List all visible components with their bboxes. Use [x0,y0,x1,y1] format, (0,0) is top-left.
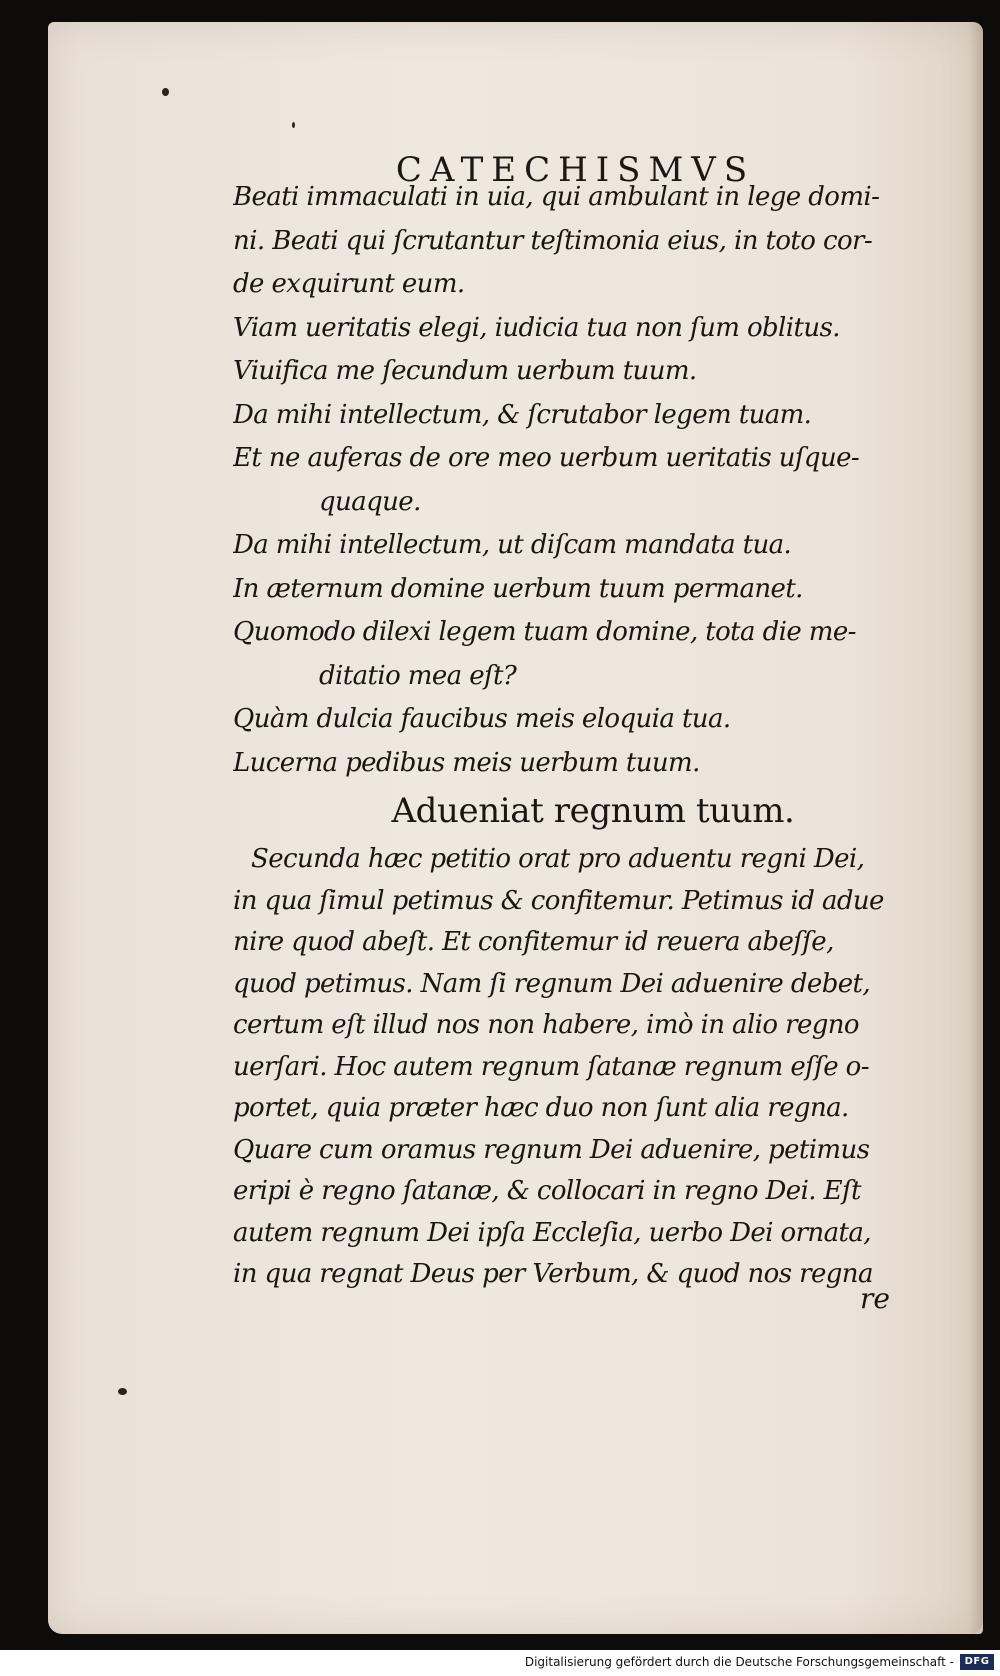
text-line: quod petimus. Nam ſi regnum Dei aduenire debet, [233,968,871,999]
text-line: Viam ueritatis elegi, iudicia tua non ſum oblitus. [233,312,840,343]
text-line: Quare cum oramus regnum Dei aduenire, petimus [233,1134,870,1165]
text-line: eripi è regno ſatanæ, & collocari in regno Dei. Eſt [233,1176,861,1206]
text-line: ni. Beati qui ſcrutantur teſtimonia eius, in toto cor- [233,225,873,256]
dfg-logo: DFG [960,1654,994,1670]
footer-bar [0,1650,1000,1676]
text-line: quaque. [319,486,421,517]
text-line: Lucerna pedibus meis uerbum tuum. [233,747,700,778]
text-line: Et ne auferas de ore meo uerbum ueritatis uſque- [233,443,860,473]
text-line: portet, quia præter hæc duo non ſunt alia regna. [233,1093,849,1123]
text-line: in qua regnat Deus per Verbum, & quod nos regna [233,1259,873,1289]
text-line: in qua ſimul petimus & confitemur. Petimus id adue [233,885,884,916]
page-edge-shadow [969,22,983,1634]
catchword: re [860,1282,890,1315]
ink-speck [118,1388,127,1395]
text-line: Da mihi intellectum, & ſcrutabor legem tuam. [233,399,812,430]
text-line: certum eſt illud nos non habere, imò in alio regno [233,1010,859,1040]
text-line: In æternum domine uerbum tuum permanet. [233,573,803,604]
text-line: de exquirunt eum. [233,269,465,299]
text-line: autem regnum Dei ipſa Eccleſia, uerbo Dei ornata, [233,1217,871,1248]
text-line: uerſari. Hoc autem regnum ſatanæ regnum eſſe o- [233,1051,869,1082]
ink-speck [162,88,169,96]
text-line: Secunda hæc petitio orat pro aduentu regni Dei, [251,844,865,874]
funding-credit: Digitalisierung gefördert durch die Deutsche Forschungsgemeinschaft - [524,1655,954,1669]
running-head: CATECHISMVS [395,150,756,190]
text-line: Quàm dulcia faucibus meis eloquia tua. [233,704,731,734]
text-line: Da mihi intellectum, ut diſcam mandata tua. [233,530,792,560]
section-heading: Adueniat regnum tuum. [391,791,795,831]
text-line: Beati immaculati in uia, qui ambulant in lege domi- [233,182,880,212]
page-text [233,176,913,1296]
text-line: ditatio mea eſt? [319,660,517,691]
text-line: nire quod abeſt. Et confitemur id reuera abeſſe, [233,927,834,957]
text-line: Quomodo dilexi legem tuam domine, tota die me- [233,617,856,647]
ink-speck [292,122,295,128]
text-line: Viuifica me ſecundum uerbum tuum. [233,356,697,386]
